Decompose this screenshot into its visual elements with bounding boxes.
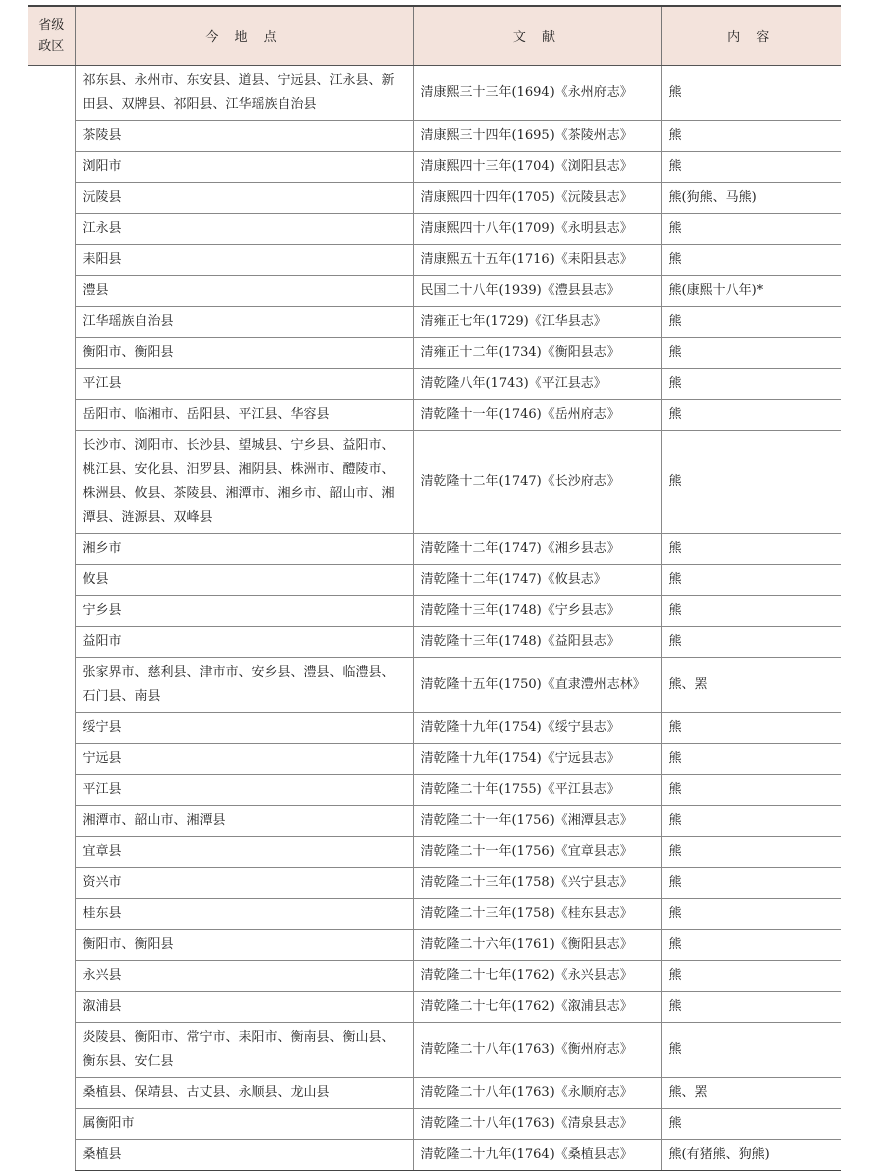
content-cell: 熊 xyxy=(661,244,841,275)
place-cell: 祁东县、永州市、东安县、道县、宁远县、江永县、新田县、双牌县、祁阳县、江华瑶族自治县 xyxy=(75,65,413,120)
content-cell: 熊(有猪熊、狗熊) xyxy=(661,1139,841,1170)
document-cell: 清乾隆二十八年(1763)《清泉县志》 xyxy=(413,1108,661,1139)
header-place: 今 地 点 xyxy=(75,6,413,65)
place-cell: 宁远县 xyxy=(75,743,413,774)
content-cell: 熊 xyxy=(661,774,841,805)
document-cell: 清乾隆十二年(1747)《长沙府志》 xyxy=(413,430,661,533)
table-row xyxy=(28,399,841,430)
place-cell: 张家界市、慈利县、津市市、安乡县、澧县、临澧县、石门县、南县 xyxy=(75,657,413,712)
table-row xyxy=(28,929,841,960)
document-cell: 清乾隆十一年(1746)《岳州府志》 xyxy=(413,399,661,430)
content-cell: 熊、罴 xyxy=(661,657,841,712)
content-cell: 熊 xyxy=(661,430,841,533)
table-row xyxy=(28,151,841,182)
table-row xyxy=(28,836,841,867)
table-row xyxy=(28,1139,841,1170)
document-cell: 清康熙三十四年(1695)《茶陵州志》 xyxy=(413,120,661,151)
content-cell: 熊 xyxy=(661,929,841,960)
place-cell: 江华瑶族自治县 xyxy=(75,306,413,337)
place-cell: 茶陵县 xyxy=(75,120,413,151)
table-row xyxy=(28,275,841,306)
document-cell: 清乾隆二十六年(1761)《衡阳县志》 xyxy=(413,929,661,960)
content-cell: 熊 xyxy=(661,898,841,929)
content-cell: 熊 xyxy=(661,368,841,399)
table-row xyxy=(28,182,841,213)
table-row xyxy=(28,368,841,399)
document-cell: 民国二十八年(1939)《澧县县志》 xyxy=(413,275,661,306)
place-cell: 攸县 xyxy=(75,564,413,595)
document-cell: 清乾隆二十八年(1763)《永顺府志》 xyxy=(413,1077,661,1108)
content-cell: 熊 xyxy=(661,595,841,626)
place-cell: 桂东县 xyxy=(75,898,413,929)
table-row xyxy=(28,774,841,805)
content-cell: 熊 xyxy=(661,836,841,867)
document-cell: 清乾隆二十一年(1756)《湘潭县志》 xyxy=(413,805,661,836)
table-row xyxy=(28,805,841,836)
table-row xyxy=(28,898,841,929)
table-header-row xyxy=(28,6,841,65)
header-document: 文 献 xyxy=(413,6,661,65)
place-cell: 耒阳县 xyxy=(75,244,413,275)
content-cell: 熊 xyxy=(661,712,841,743)
table-body xyxy=(28,65,841,1170)
header-province: 省级 政区 xyxy=(28,6,75,65)
content-cell: 熊 xyxy=(661,65,841,120)
content-cell: 熊 xyxy=(661,867,841,898)
place-cell: 湘乡市 xyxy=(75,533,413,564)
table-row xyxy=(28,533,841,564)
table-row xyxy=(28,430,841,533)
content-cell: 熊(狗熊、马熊) xyxy=(661,182,841,213)
content-cell: 熊 xyxy=(661,960,841,991)
content-cell: 熊 xyxy=(661,1108,841,1139)
content-cell: 熊 xyxy=(661,533,841,564)
place-cell: 属衡阳市 xyxy=(75,1108,413,1139)
document-page xyxy=(28,5,841,1171)
content-cell: 熊 xyxy=(661,743,841,774)
place-cell: 溆浦县 xyxy=(75,991,413,1022)
document-cell: 清乾隆二十三年(1758)《兴宁县志》 xyxy=(413,867,661,898)
place-cell: 炎陵县、衡阳市、常宁市、耒阳市、衡南县、衡山县、衡东县、安仁县 xyxy=(75,1022,413,1077)
content-cell: 熊(康熙十八年)* xyxy=(661,275,841,306)
document-cell: 清乾隆十二年(1747)《湘乡县志》 xyxy=(413,533,661,564)
document-cell: 清乾隆二十七年(1762)《溆浦县志》 xyxy=(413,991,661,1022)
province-cell xyxy=(28,65,75,1170)
place-cell: 衡阳市、衡阳县 xyxy=(75,337,413,368)
place-cell: 益阳市 xyxy=(75,626,413,657)
table-row xyxy=(28,1077,841,1108)
content-cell: 熊 xyxy=(661,991,841,1022)
document-cell: 清康熙四十四年(1705)《沅陵县志》 xyxy=(413,182,661,213)
table-row xyxy=(28,65,841,120)
content-cell: 熊 xyxy=(661,337,841,368)
content-cell: 熊 xyxy=(661,120,841,151)
content-cell: 熊 xyxy=(661,151,841,182)
table-row xyxy=(28,743,841,774)
place-cell: 浏阳市 xyxy=(75,151,413,182)
content-cell: 熊 xyxy=(661,399,841,430)
table-row xyxy=(28,991,841,1022)
place-cell: 澧县 xyxy=(75,275,413,306)
table-row xyxy=(28,306,841,337)
table-row xyxy=(28,564,841,595)
table-row xyxy=(28,867,841,898)
place-cell: 长沙市、浏阳市、长沙县、望城县、宁乡县、益阳市、桃江县、安化县、汨罗县、湘阴县、株洲市、醴陵市、株洲县、攸县、茶陵县、湘潭市、湘乡市、韶山市、湘潭县、涟源县、双峰县 xyxy=(75,430,413,533)
table-row xyxy=(28,213,841,244)
document-cell: 清乾隆十五年(1750)《直隶澧州志林》 xyxy=(413,657,661,712)
place-cell: 沅陵县 xyxy=(75,182,413,213)
content-cell: 熊 xyxy=(661,213,841,244)
table-row xyxy=(28,712,841,743)
document-cell: 清康熙四十三年(1704)《浏阳县志》 xyxy=(413,151,661,182)
document-cell: 清乾隆二十一年(1756)《宜章县志》 xyxy=(413,836,661,867)
table-row xyxy=(28,657,841,712)
document-cell: 清乾隆二十九年(1764)《桑植县志》 xyxy=(413,1139,661,1170)
document-cell: 清康熙四十八年(1709)《永明县志》 xyxy=(413,213,661,244)
place-cell: 桑植县 xyxy=(75,1139,413,1170)
place-cell: 岳阳市、临湘市、岳阳县、平江县、华容县 xyxy=(75,399,413,430)
document-cell: 清乾隆二十七年(1762)《永兴县志》 xyxy=(413,960,661,991)
place-cell: 宜章县 xyxy=(75,836,413,867)
document-cell: 清乾隆二十年(1755)《平江县志》 xyxy=(413,774,661,805)
table-row xyxy=(28,1108,841,1139)
content-cell: 熊 xyxy=(661,306,841,337)
content-cell: 熊 xyxy=(661,626,841,657)
place-cell: 绥宁县 xyxy=(75,712,413,743)
records-table xyxy=(28,5,841,1171)
content-cell: 熊、罴 xyxy=(661,1077,841,1108)
table-row xyxy=(28,1022,841,1077)
document-cell: 清乾隆十三年(1748)《益阳县志》 xyxy=(413,626,661,657)
content-cell: 熊 xyxy=(661,564,841,595)
content-cell: 熊 xyxy=(661,1022,841,1077)
place-cell: 衡阳市、衡阳县 xyxy=(75,929,413,960)
document-cell: 清雍正七年(1729)《江华县志》 xyxy=(413,306,661,337)
table-row xyxy=(28,626,841,657)
table-row xyxy=(28,595,841,626)
table-row xyxy=(28,960,841,991)
document-cell: 清康熙五十五年(1716)《耒阳县志》 xyxy=(413,244,661,275)
place-cell: 资兴市 xyxy=(75,867,413,898)
document-cell: 清乾隆十九年(1754)《宁远县志》 xyxy=(413,743,661,774)
place-cell: 桑植县、保靖县、古丈县、永顺县、龙山县 xyxy=(75,1077,413,1108)
document-cell: 清康熙三十三年(1694)《永州府志》 xyxy=(413,65,661,120)
document-cell: 清乾隆十三年(1748)《宁乡县志》 xyxy=(413,595,661,626)
place-cell: 平江县 xyxy=(75,774,413,805)
table-row xyxy=(28,337,841,368)
table-row xyxy=(28,244,841,275)
table-row xyxy=(28,120,841,151)
document-cell: 清乾隆二十八年(1763)《衡州府志》 xyxy=(413,1022,661,1077)
document-cell: 清乾隆十二年(1747)《攸县志》 xyxy=(413,564,661,595)
document-cell: 清乾隆十九年(1754)《绥宁县志》 xyxy=(413,712,661,743)
header-content: 内 容 xyxy=(661,6,841,65)
place-cell: 宁乡县 xyxy=(75,595,413,626)
document-cell: 清乾隆二十三年(1758)《桂东县志》 xyxy=(413,898,661,929)
content-cell: 熊 xyxy=(661,805,841,836)
place-cell: 平江县 xyxy=(75,368,413,399)
document-cell: 清乾隆八年(1743)《平江县志》 xyxy=(413,368,661,399)
place-cell: 湘潭市、韶山市、湘潭县 xyxy=(75,805,413,836)
place-cell: 江永县 xyxy=(75,213,413,244)
document-cell: 清雍正十二年(1734)《衡阳县志》 xyxy=(413,337,661,368)
place-cell: 永兴县 xyxy=(75,960,413,991)
